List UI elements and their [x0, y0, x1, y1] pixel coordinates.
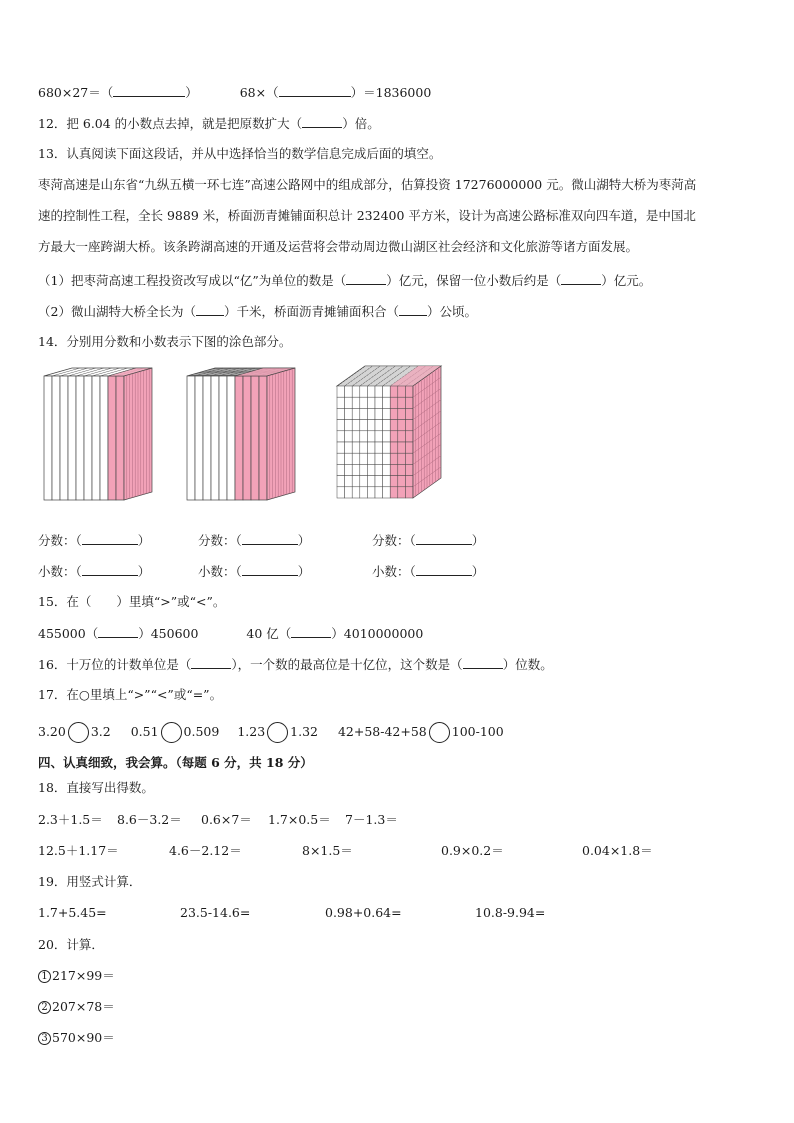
front-cell: [345, 431, 353, 442]
q14-title: 14．分别用分数和小数表示下图的涂色部分。: [38, 334, 292, 349]
cube-figure-3: [333, 364, 443, 502]
front-cell: [352, 420, 360, 431]
front-slab: [187, 376, 195, 500]
front-cell: [383, 453, 391, 464]
front-cell: [375, 431, 383, 442]
front-cell: [367, 420, 375, 431]
front-cell: [337, 453, 345, 464]
front-cell: [337, 386, 345, 397]
q15-b-right: ）4010000000: [331, 626, 424, 641]
front-cell: [352, 431, 360, 442]
answer-blank[interactable]: [191, 656, 231, 669]
answer-blank[interactable]: [242, 563, 298, 576]
q19-title: 19．用竖式计算．: [38, 874, 142, 889]
calc-item: 8×1.5＝: [302, 843, 353, 858]
q17-right: 3.2: [90, 724, 111, 739]
front-cell: [367, 397, 375, 408]
q20-expression: 570×90＝: [52, 1030, 115, 1045]
front-cell: [383, 408, 391, 419]
front-cell: [345, 397, 353, 408]
front-cell: [398, 420, 406, 431]
front-cell: [398, 464, 406, 475]
front-slab: [195, 376, 203, 500]
q17-right: 0.509: [183, 724, 220, 739]
front-slab: [52, 376, 60, 500]
q11-b-end: ）＝1836000: [350, 85, 432, 100]
q17-left: 0.51: [130, 724, 159, 739]
circled-number: 1: [38, 970, 51, 983]
front-cell: [360, 397, 368, 408]
front-cell: [367, 408, 375, 419]
front-cell: [390, 386, 398, 397]
q13-s2-c: ）公顷。: [426, 304, 477, 319]
section-4-heading: 四、认真细致，我会算。（每题 6 分，共 18 分）: [38, 755, 313, 770]
cube-figure-2: [183, 366, 303, 502]
q17-right: 1.32: [290, 724, 318, 739]
front-cell: [390, 453, 398, 464]
answer-blank[interactable]: [291, 625, 331, 638]
q14-fraction-2: [198, 532, 310, 549]
front-slab: [92, 376, 100, 500]
paren-close: ）: [137, 533, 151, 548]
front-cell: [337, 487, 345, 498]
front-cell: [360, 476, 368, 487]
front-cell: [390, 476, 398, 487]
front-cell: [360, 431, 368, 442]
answer-blank[interactable]: [416, 563, 472, 576]
front-cell: [352, 476, 360, 487]
front-cell: [337, 442, 345, 453]
front-cell: [367, 487, 375, 498]
q18-row-1: [38, 812, 398, 828]
front-cell: [405, 420, 413, 431]
paren-close: ）: [297, 564, 311, 579]
front-cell: [352, 487, 360, 498]
front-cell: [405, 386, 413, 397]
front-cell: [383, 431, 391, 442]
answer-blank[interactable]: [463, 656, 503, 669]
front-cell: [337, 420, 345, 431]
front-cell: [352, 397, 360, 408]
front-cell: [337, 464, 345, 475]
q16-a: 16．十万位的计数单位是（: [38, 657, 192, 672]
front-slab: [60, 376, 68, 500]
front-cell: [390, 487, 398, 498]
calc-item: 1.7×0.5＝: [268, 812, 331, 827]
q13-s1-c: ）亿元。: [601, 273, 652, 288]
front-cell: [360, 453, 368, 464]
front-cell: [367, 476, 375, 487]
front-slab: [116, 376, 124, 500]
q20-title: 20．计算．: [38, 937, 104, 952]
front-slab: [251, 376, 259, 500]
front-cell: [360, 420, 368, 431]
q15-title: 15．在（ ）里填“>”或“<”。: [38, 594, 226, 609]
paren-close: ）: [185, 85, 198, 100]
front-cell: [398, 442, 406, 453]
front-cell: [375, 453, 383, 464]
compare-circle[interactable]: [68, 722, 89, 743]
front-cell: [352, 442, 360, 453]
q13-s2-b: ）千米，桥面沥青摊铺面积合（: [223, 304, 399, 319]
calc-item: 2.3＋1.5＝: [38, 812, 103, 827]
q13-sub-1: [38, 272, 651, 289]
calc-item: 0.04×1.8＝: [582, 843, 653, 858]
front-slab: [211, 376, 219, 500]
front-cell: [367, 386, 375, 397]
front-cell: [345, 453, 353, 464]
question-16: [38, 656, 553, 673]
decimal-label: 小数：（: [372, 564, 416, 579]
q13-s1-a: （1）把枣菏高速工程投资改写成以“亿”为单位的数是（: [38, 273, 347, 288]
compare-circle[interactable]: [161, 722, 182, 743]
front-cell: [375, 397, 383, 408]
calc-item: 8.6－3.2＝: [117, 812, 182, 827]
front-cell: [398, 397, 406, 408]
q16-b: ），一个数的最高位是十亿位，这个数是（: [231, 657, 463, 672]
front-cell: [345, 386, 353, 397]
fraction-label: 分数：（: [38, 533, 82, 548]
circled-number: 2: [38, 1001, 51, 1014]
front-cell: [360, 464, 368, 475]
q15-a-right: ）450600: [138, 626, 199, 641]
front-cell: [405, 431, 413, 442]
q13-s2-a: （2）微山湖特大桥全长为（: [38, 304, 196, 319]
front-cell: [383, 464, 391, 475]
q13-intro: 13．认真阅读下面这段话，并从中选择恰当的数学信息完成后面的填空。: [38, 146, 442, 161]
front-cell: [360, 442, 368, 453]
q15-b-left: 40 亿（: [246, 626, 292, 641]
front-cell: [352, 408, 360, 419]
front-cell: [390, 431, 398, 442]
q17-right: 100-100: [451, 724, 504, 739]
front-cell: [375, 487, 383, 498]
calc-item: 7－1.3＝: [345, 812, 398, 827]
front-cell: [383, 487, 391, 498]
fraction-label: 分数：（: [198, 533, 242, 548]
answer-blank[interactable]: [399, 303, 427, 316]
front-cell: [367, 442, 375, 453]
q12-pre: 12．把 6.04 的小数点去掉，就是把原数扩大（: [38, 116, 303, 131]
front-cell: [352, 453, 360, 464]
front-cell: [345, 442, 353, 453]
answer-blank[interactable]: [82, 563, 138, 576]
q18-title: 18．直接写出得数。: [38, 780, 154, 795]
answer-blank[interactable]: [113, 84, 185, 97]
q20-expression: 207×78＝: [52, 999, 115, 1014]
q11-line: [38, 84, 431, 101]
front-cell: [345, 420, 353, 431]
q13-s1-b: ）亿元，保留一位小数后约是（: [386, 273, 562, 288]
front-slab: [108, 376, 116, 500]
front-cell: [405, 408, 413, 419]
answer-blank[interactable]: [302, 115, 342, 128]
front-slab: [68, 376, 76, 500]
front-cell: [405, 442, 413, 453]
front-cell: [375, 420, 383, 431]
front-slab: [100, 376, 108, 500]
front-cell: [398, 408, 406, 419]
front-cell: [390, 408, 398, 419]
front-cell: [383, 476, 391, 487]
q17-items: [38, 721, 504, 743]
vertical-calc-item: 10.8-9.94=: [475, 905, 546, 920]
front-cell: [383, 386, 391, 397]
q11-b-text: 68×（: [239, 85, 279, 100]
paren-close: ）: [137, 564, 151, 579]
front-cell: [345, 408, 353, 419]
front-cell: [390, 420, 398, 431]
front-slab: [235, 376, 243, 500]
calc-item: 12.5＋1.17＝: [38, 843, 119, 858]
front-cell: [375, 386, 383, 397]
paren-close: ）: [471, 564, 485, 579]
front-slab: [243, 376, 251, 500]
q14-fraction-3: [372, 532, 484, 549]
front-cell: [352, 464, 360, 475]
q20-expression: 217×99＝: [52, 968, 115, 983]
front-cell: [345, 476, 353, 487]
fraction-label: 分数：（: [372, 533, 416, 548]
front-slab: [259, 376, 267, 500]
front-slab: [76, 376, 84, 500]
q19-items: [38, 905, 545, 921]
calc-item: 0.6×7＝: [201, 812, 252, 827]
q11-a-text: 680×27＝（: [38, 85, 114, 100]
q15-a-left: 455000（: [38, 626, 99, 641]
q14-decimal-1: [38, 563, 150, 580]
front-cell: [375, 476, 383, 487]
front-cell: [398, 487, 406, 498]
q16-c: ）位数。: [502, 657, 553, 672]
q13-paragraph-2: 速的控制性工程，全长 9889 米，桥面沥青摊铺面积总计 232400 平方米，设计为高速公路标准双向四车道，是中国北: [38, 208, 696, 223]
vertical-calc-item: 23.5-14.6=: [180, 905, 251, 920]
front-cell: [367, 431, 375, 442]
paren-close: ）: [297, 533, 311, 548]
front-cell: [360, 408, 368, 419]
answer-blank[interactable]: [346, 272, 386, 285]
front-cell: [337, 397, 345, 408]
front-cell: [405, 476, 413, 487]
front-cell: [360, 386, 368, 397]
front-cell: [390, 464, 398, 475]
answer-blank[interactable]: [98, 625, 138, 638]
q13-sub-2: [38, 303, 477, 320]
front-cell: [375, 442, 383, 453]
vertical-calc-item: 0.98+0.64=: [325, 905, 402, 920]
q17-title: 17．在○里填上“>”“<”或“=”。: [38, 687, 223, 702]
cube-figure-1: [40, 366, 160, 502]
front-cell: [352, 386, 360, 397]
q14-decimal-2: [198, 563, 310, 580]
front-cell: [337, 408, 345, 419]
paren-close: ）: [471, 533, 485, 548]
q17-left: 1.23: [237, 724, 266, 739]
answer-blank[interactable]: [196, 303, 224, 316]
q13-paragraph-3: 方最大一座跨湖大桥。该条跨湖高速的开通及运营将会带动周边微山湖区社会经济和文化旅游等诸方面发展。: [38, 239, 639, 254]
front-cell: [405, 453, 413, 464]
front-cell: [375, 464, 383, 475]
q17-left: 42+58-42+58: [337, 724, 427, 739]
front-cell: [345, 487, 353, 498]
q14-fraction-1: [38, 532, 150, 549]
vertical-calc-item: 1.7+5.45=: [38, 905, 107, 920]
q20-item-3: [38, 1030, 115, 1046]
front-cell: [390, 442, 398, 453]
front-cell: [337, 476, 345, 487]
answer-blank[interactable]: [242, 532, 298, 545]
decimal-label: 小数：（: [198, 564, 242, 579]
front-cell: [367, 464, 375, 475]
front-cell: [383, 420, 391, 431]
front-cell: [405, 397, 413, 408]
answer-blank[interactable]: [561, 272, 601, 285]
front-cell: [375, 408, 383, 419]
front-cell: [398, 386, 406, 397]
front-cell: [345, 464, 353, 475]
q14-decimal-3: [372, 563, 484, 580]
front-slab: [227, 376, 235, 500]
front-cell: [405, 487, 413, 498]
q17-left: 3.20: [38, 724, 66, 739]
front-cell: [360, 487, 368, 498]
answer-blank[interactable]: [279, 84, 351, 97]
calc-item: 0.9×0.2＝: [441, 843, 504, 858]
front-cell: [337, 431, 345, 442]
front-slab: [203, 376, 211, 500]
answer-blank[interactable]: [82, 532, 138, 545]
answer-blank[interactable]: [416, 532, 472, 545]
calc-item: 4.6－2.12＝: [169, 843, 242, 858]
front-slab: [44, 376, 52, 500]
question-12: [38, 115, 380, 132]
front-slab: [219, 376, 227, 500]
front-cell: [398, 431, 406, 442]
q18-row-2: [38, 843, 653, 859]
front-cell: [398, 453, 406, 464]
front-cell: [367, 453, 375, 464]
front-cell: [390, 397, 398, 408]
compare-circle[interactable]: [267, 722, 288, 743]
decimal-label: 小数：（: [38, 564, 82, 579]
q12-post: ）倍。: [342, 116, 380, 131]
front-cell: [405, 464, 413, 475]
front-cell: [383, 397, 391, 408]
q13-paragraph-1: 枣菏高速是山东省“九纵五横一环七连”高速公路网中的组成部分，估算投资 17276000000 元。微山湖特大桥为枣菏高: [38, 177, 697, 192]
front-cell: [383, 442, 391, 453]
q15-items: [38, 625, 423, 642]
front-slab: [84, 376, 92, 500]
compare-circle[interactable]: [429, 722, 450, 743]
front-cell: [398, 476, 406, 487]
circled-number: 3: [38, 1032, 51, 1045]
q20-item-1: [38, 968, 115, 984]
q20-item-2: [38, 999, 115, 1015]
